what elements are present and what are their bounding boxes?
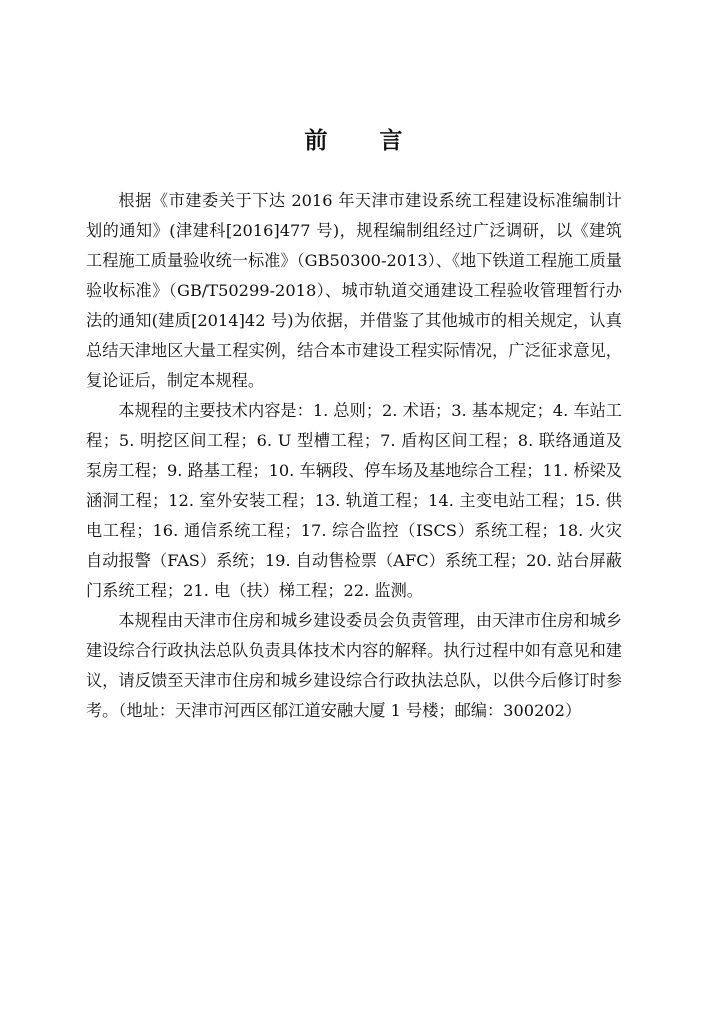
page-title: 前 言: [304, 128, 425, 154]
paragraph-background: 根据《市建委关于下达 2016 年天津市建设系统工程建设标准编制计划的通知》(津建科[2016]477 号)，规程编制组经过广泛调研，以《建筑工程施工质量验收统一标准》（GB50300-2013）、《地下铁道工程施工质量验收标准》（GB/T50299-2018）、城市轨道交通建设工程验收管理暂行办法的通知(建质[2014]42 号)为依据，并借鉴了其他城市的相关规定，认真总结天津地区大量工程实例，结合本市建设工程实际情况，广泛征求意见，复论证后，制定本规程。: [86, 191, 622, 390]
paragraph-management: 本规程由天津市住房和城乡建设委员会负责管理，由天津市住房和城乡建设综合行政执法总队负责具体技术内容的解释。执行过程中如有意见和建议，请反馈至天津市住房和城乡建设综合行政执法总队，以供今后修订时参考。（地址：天津市河西区郁江道安融大厦 1 号楼；邮编：300202）: [86, 611, 622, 720]
paragraph-technical-contents: 本规程的主要技术内容是：1. 总则；2. 术语；3. 基本规定；4. 车站工程；5. 明挖区间工程；6. U 型槽工程；7. 盾构区间工程；8. 联络通道及泵房工程；9. 路基工程；10. 车辆段、停车场及基地综合工程；11. 桥梁及涵洞工程；12. 室外安装工程；13. 轨道工程；14. 主变电站工程；15. 供电工程；16. 通信系统工程；17. 综合监控（ISCS）系统工程；18. 火灾自动报警（FAS）系统；19. 自动售检票（AFC）系统工程；20. 站台屏蔽门系统工程；21. 电（扶）梯工程；22. 监测。: [86, 401, 622, 600]
preface-body: [86, 186, 622, 726]
